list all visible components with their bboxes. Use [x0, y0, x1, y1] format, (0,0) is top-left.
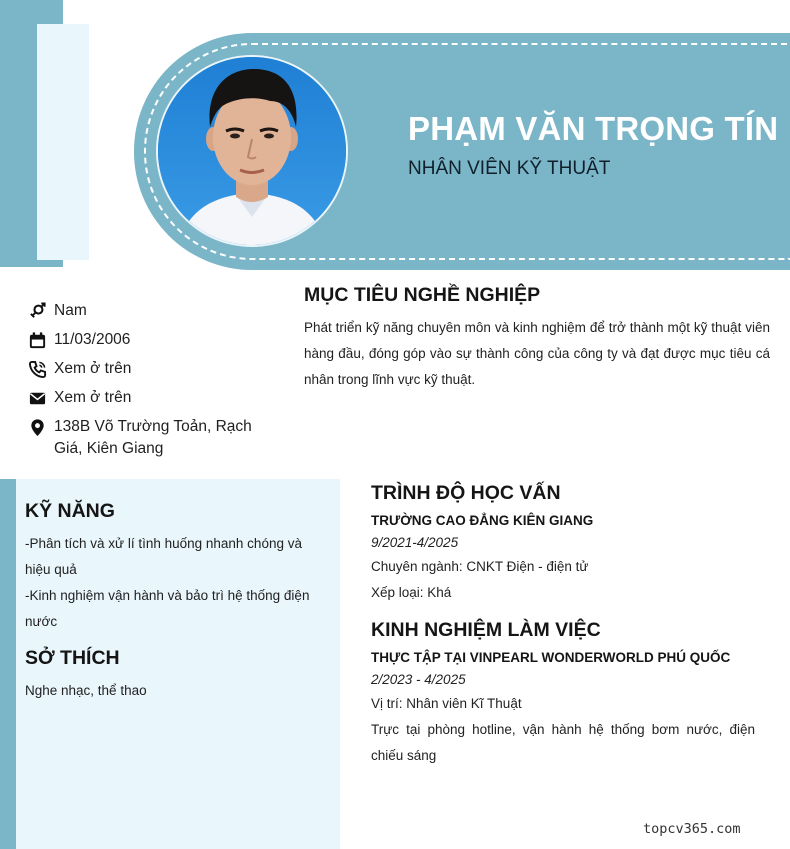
sidebar-content	[25, 500, 325, 704]
address-value: 138B Võ Trường Toản, Rạch Giá, Kiên Giang	[54, 418, 252, 457]
job-title: NHÂN VIÊN KỸ THUẬT	[408, 158, 611, 179]
left-accent-panel	[37, 24, 89, 260]
section-title-education: TRÌNH ĐỘ HỌC VẤN	[371, 482, 561, 504]
objective-text: Phát triển kỹ năng chuyên môn và kinh nghiệm để trở thành một kỹ thuật viên hàng đầu, đóng góp vào sự thành công của công ty và đạt được mục tiêu cá nhân trong lĩnh vực kỹ thuật.	[304, 320, 770, 387]
phone-value: Xem ở trên	[54, 360, 132, 377]
phone-icon	[28, 360, 47, 379]
watermark: topcv365.com	[643, 821, 741, 837]
avatar	[158, 57, 346, 245]
sidebar-accent-bar	[0, 479, 16, 849]
birthday-value: 11/03/2006	[54, 331, 131, 348]
info-address	[28, 416, 278, 460]
hobbies-text: Nghe nhạc, thể thao	[25, 683, 147, 698]
experience-period: 2/2023 - 4/2025	[371, 672, 466, 687]
education-period: 9/2021-4/2025	[371, 535, 459, 550]
section-title-objective: MỤC TIÊU NGHỀ NGHIỆP	[304, 284, 541, 306]
main-content	[371, 482, 755, 769]
education-major: Chuyên ngành: CNKT Điện - điện tử	[371, 559, 589, 574]
personal-info	[28, 300, 278, 467]
experience-company: THỰC TẬP TẠI VINPEARL WONDERWORLD PHÚ QUỐC	[371, 650, 731, 665]
section-title-experience: KINH NGHIỆM LÀM VIỆC	[371, 619, 601, 641]
experience-description: Trực tại phòng hotline, vận hành hệ thống bơm nước, điện chiếu sáng	[371, 722, 755, 763]
skill-item: -Kinh nghiệm vận hành và bảo trì hệ thống điện nước	[25, 588, 310, 629]
experience-position: Vị trí: Nhân viên Kĩ Thuật	[371, 696, 522, 711]
info-birthday	[28, 329, 278, 351]
candidate-name: PHẠM VĂN TRỌNG TÍN	[408, 110, 779, 147]
info-gender	[28, 300, 278, 322]
info-email	[28, 387, 278, 409]
email-icon	[28, 389, 47, 408]
info-phone	[28, 358, 278, 380]
section-title-skills: KỸ NĂNG	[25, 500, 115, 522]
career-objective-section	[304, 284, 770, 393]
calendar-icon	[28, 331, 47, 350]
email-value: Xem ở trên	[54, 389, 132, 406]
education-school: TRƯỜNG CAO ĐẲNG KIÊN GIANG	[371, 513, 594, 528]
avatar-portrait	[158, 57, 346, 245]
gender-icon	[28, 302, 47, 321]
gender-value: Nam	[54, 302, 87, 319]
section-title-hobbies: SỞ THÍCH	[25, 647, 120, 669]
location-icon	[28, 418, 47, 437]
skill-item: -Phân tích và xử lí tình huống nhanh chóng và hiệu quả	[25, 536, 302, 577]
education-grade: Xếp loại: Khá	[371, 585, 452, 600]
